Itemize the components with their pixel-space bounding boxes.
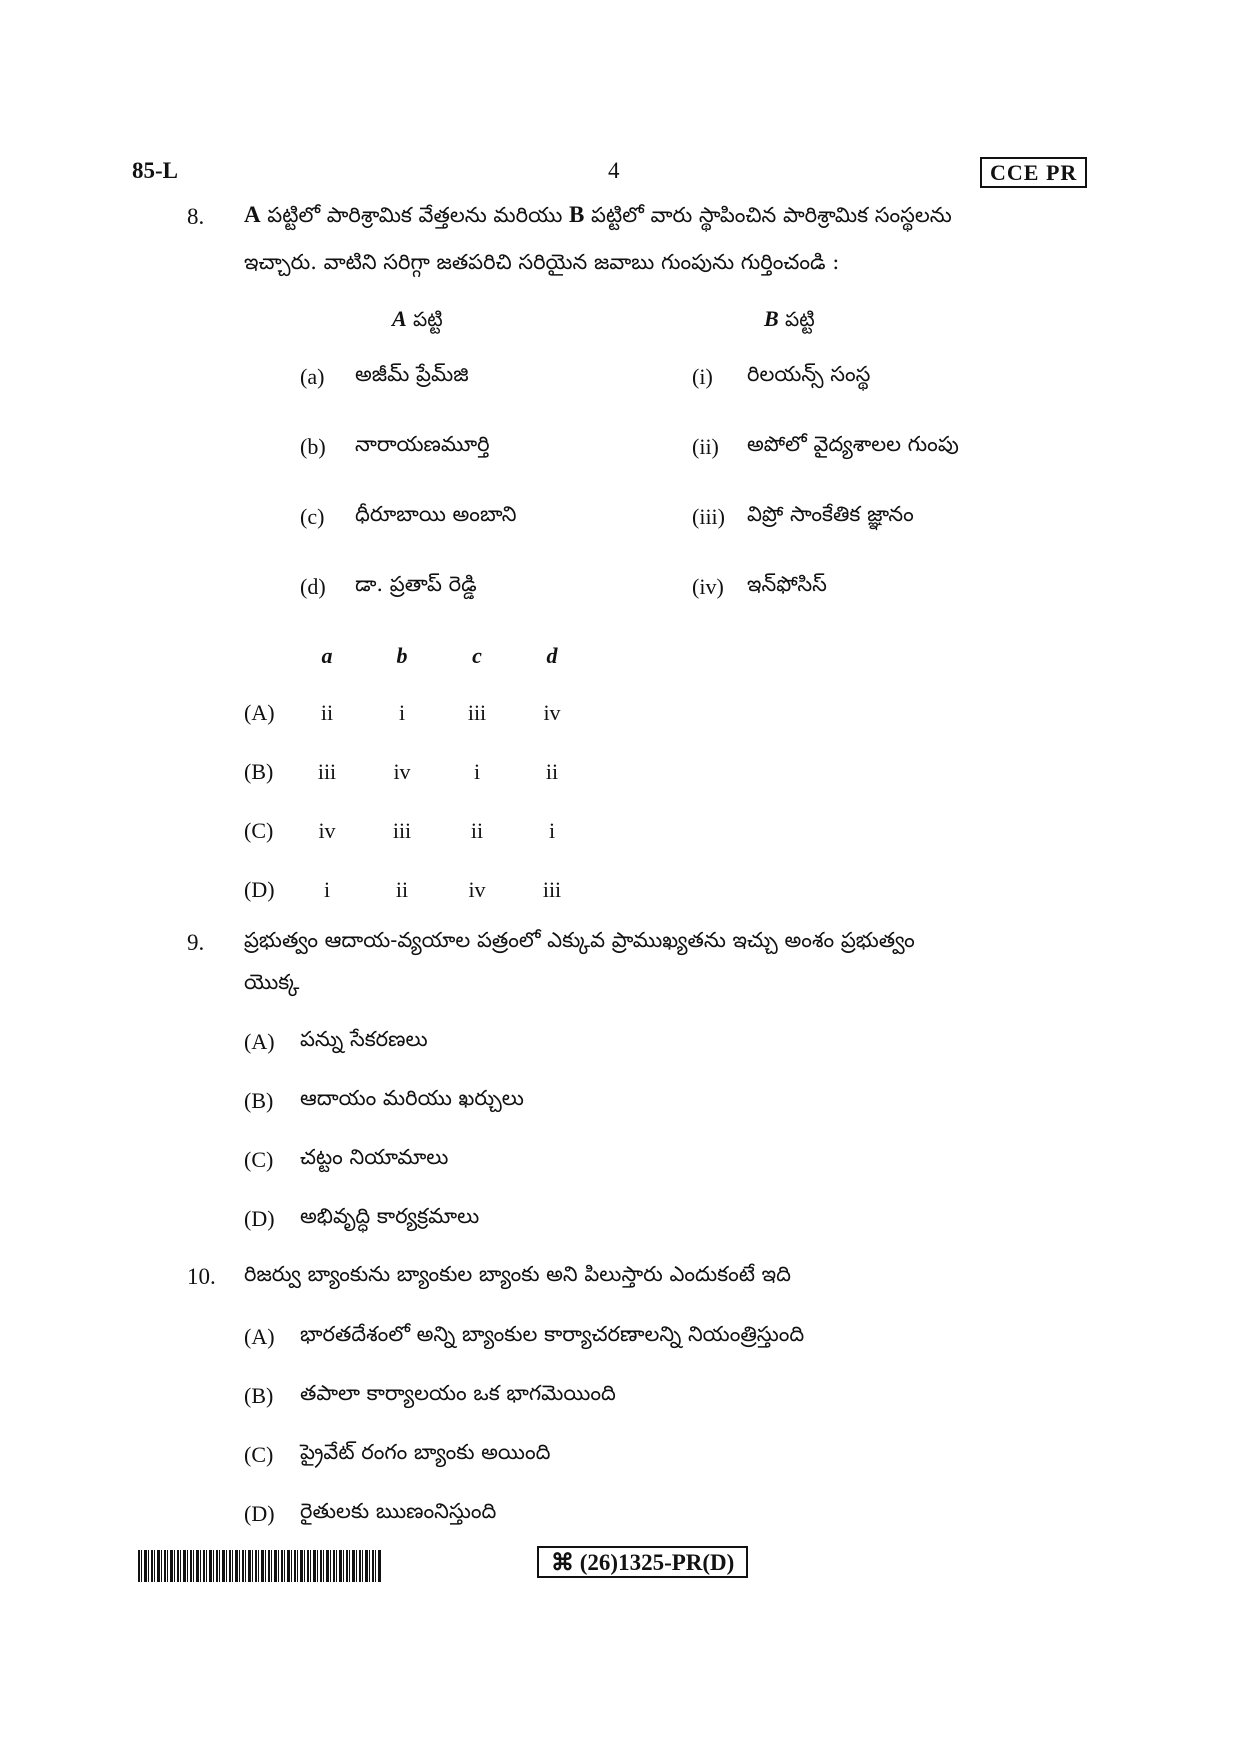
q10-option-text: భారతదేశంలో అన్ని బ్యాంకుల కార్యాచరణాలన్ని నియంత్రిస్తుంది (300, 1322, 805, 1346)
q8-list-a-ref: A (244, 202, 261, 227)
grid-header-d: d (546, 643, 558, 668)
q9-option-text: అభివృద్ధి కార్యక్రమాలు (300, 1204, 480, 1228)
paper-code: 85-L (132, 158, 178, 183)
list-a-label: (d) (300, 574, 326, 599)
q10-option-label: (A) (244, 1324, 275, 1349)
q8-option-label: (A) (244, 700, 275, 725)
grid-cell: ii (395, 877, 409, 902)
q9-option-label: (B) (244, 1088, 274, 1113)
grid-cell: iii (542, 877, 562, 902)
list-b-item: రిలయన్స్ సంస్థ (747, 362, 871, 386)
list-b-item: ఇన్‌ఫోసిస్ (747, 572, 827, 596)
barcode (138, 1550, 381, 1582)
grid-cell: ii (470, 818, 484, 843)
q8-option-label: (D) (244, 877, 275, 902)
list-a-item: నారాయణమూర్తి (355, 432, 490, 456)
q9-option-label: (C) (244, 1147, 274, 1172)
q10-option-label: (C) (244, 1442, 274, 1467)
grid-cell: iv (393, 759, 411, 784)
q8-number: 8. (187, 204, 205, 229)
q8-column-b-heading (764, 306, 815, 336)
q8-line1-part2: పట్టిలో పారిశ్రామిక వేత్తలను మరియు (260, 203, 570, 227)
list-b-item: విప్రో సాంకేతిక జ్ఞానం (747, 502, 914, 526)
list-a-label: (c) (300, 504, 325, 529)
grid-cell: i (323, 877, 331, 902)
q9-option-text: చట్టం నియామాలు (300, 1145, 449, 1169)
grid-cell: ii (320, 700, 334, 725)
grid-cell: i (398, 700, 406, 725)
column-b-word: పట్టి (778, 307, 815, 331)
q8-option-label: (C) (244, 818, 274, 843)
grid-cell: i (473, 759, 481, 784)
q8-list-b-ref: B (569, 202, 585, 227)
q8-line1-part4: పట్టిలో వారు స్థాపించిన పారిశ్రామిక సంస్థలను (584, 203, 952, 227)
column-a-word: పట్టి (406, 307, 443, 331)
q10-option-text: ప్రైవేట్ రంగం బ్యాంకు అయింది (300, 1440, 551, 1464)
grid-cell: iv (468, 877, 486, 902)
list-b-item: అపోలో వైద్యశాలల గుంపు (747, 432, 959, 456)
command-symbol-icon: ⌘ (551, 1550, 574, 1575)
q9-number: 9. (187, 930, 205, 955)
column-a-letter: A (392, 306, 407, 331)
q9-line2: యొక్క (244, 970, 300, 994)
grid-header-b: b (396, 643, 408, 668)
column-b-letter: B (764, 306, 779, 331)
grid-cell: iii (317, 759, 337, 784)
grid-cell: iii (467, 700, 487, 725)
list-b-label: (iii) (692, 504, 725, 529)
q10-option-text: తపాలా కార్యాలయం ఒక భాగమెయింది (300, 1381, 616, 1405)
grid-cell: ii (545, 759, 559, 784)
q10-number: 10. (187, 1264, 216, 1289)
q9-option-label: (A) (244, 1029, 275, 1054)
q9-option-text: ఆదాయం మరియు ఖర్చులు (300, 1086, 524, 1110)
grid-cell: i (548, 818, 556, 843)
list-a-label: (a) (300, 364, 325, 389)
grid-cell: iv (543, 700, 561, 725)
list-a-item: డా. ప్రతాప్ రెడ్డి (355, 572, 477, 596)
page-number: 4 (608, 158, 620, 183)
q10-option-label: (B) (244, 1383, 274, 1408)
q9-option-label: (D) (244, 1206, 275, 1231)
q9-option-text: పన్ను సేకరణలు (300, 1027, 428, 1051)
list-a-item: అజీమ్ ప్రేమ్‌జి (355, 362, 469, 386)
list-b-label: (ii) (692, 434, 719, 459)
list-a-item: ధీరూబాయి అంబాని (355, 502, 517, 526)
q8-option-label: (B) (244, 759, 274, 784)
list-b-label: (i) (692, 364, 713, 389)
q10-option-text: రైతులకు ఋణంనిస్తుంది (300, 1499, 497, 1523)
q8-line1 (244, 202, 952, 233)
q10-option-label: (D) (244, 1501, 275, 1526)
footer-code-text: (26)1325-PR(D) (574, 1550, 735, 1575)
grid-cell: iv (318, 818, 336, 843)
footer-code (537, 1546, 748, 1578)
q8-column-a-heading (392, 306, 443, 336)
q8-line2: ఇచ్చారు. వాటిని సరిగ్గా జతపరిచి సరియైన జవాబు గుంపును గుర్తించండి : (244, 250, 840, 274)
q9-line1: ప్రభుత్వం ఆదాయ-వ్యయాల పత్రంలో ఎక్కువ ప్రాముఖ్యతను ఇచ్చు అంశం ప్రభుత్వం (244, 928, 915, 952)
grid-header-a: a (321, 643, 333, 668)
grid-header-c: c (472, 643, 482, 668)
grid-cell: iii (392, 818, 412, 843)
paper-tag: CCE PR (980, 157, 1087, 188)
q10-line1: రిజర్వు బ్యాంకును బ్యాంకుల బ్యాంకు అని పిలుస్తారు ఎందుకంటే ఇది (244, 1262, 791, 1286)
list-b-label: (iv) (692, 574, 724, 599)
list-a-label: (b) (300, 434, 326, 459)
